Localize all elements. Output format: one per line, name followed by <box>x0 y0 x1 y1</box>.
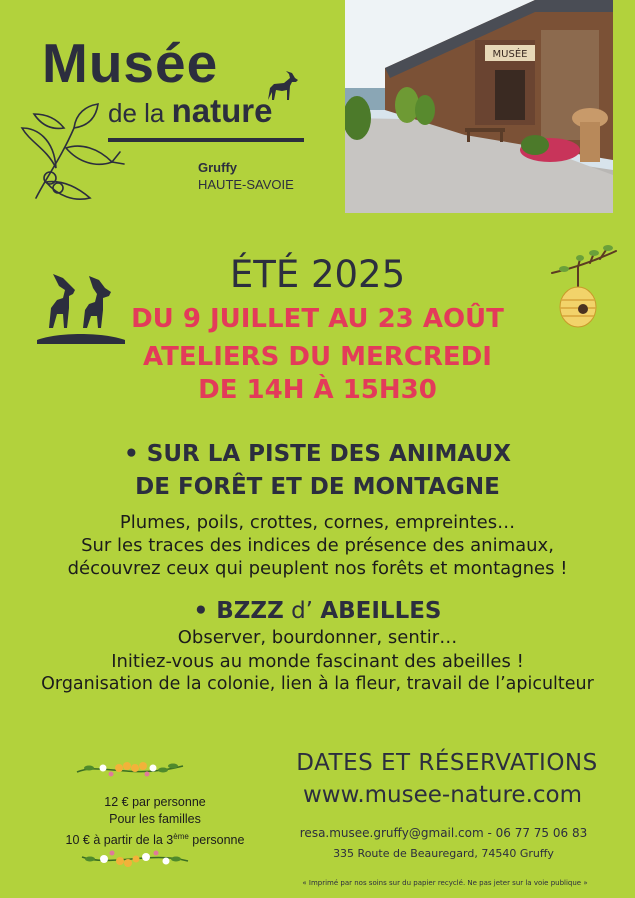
flower-garland-bottom-icon <box>80 845 190 875</box>
price-family-sup: ème <box>173 832 189 841</box>
logo-title: Musée <box>42 32 219 94</box>
price-individual: 12 € par personne <box>104 795 206 809</box>
workshop-hours: DE 14H À 15H30 <box>198 375 437 405</box>
pricing-box <box>60 794 250 849</box>
logo-town: Gruffy <box>198 160 237 175</box>
logo-subtitle-prefix: de la <box>108 98 165 128</box>
workshop-1-line-2: Sur les traces des indices de présence des animaux, <box>81 535 554 556</box>
logo-subtitle <box>108 94 272 127</box>
footnote: « Imprimé par nos soins sur du papier recyclé. Ne pas jeter sur la voie publique » <box>302 879 588 887</box>
logo-subtitle-main: nature <box>171 92 273 129</box>
event-dates: DU 9 JUILLET AU 23 AOÛT <box>131 304 504 334</box>
workshop-1-line-3: découvrez ceux qui peuplent nos forêts et montagnes ! <box>67 558 568 579</box>
website-link[interactable]: www.musee-nature.com <box>303 782 582 808</box>
workshop-2-line-3: Organisation de la colonie, lien à la fleur, travail de l’apiculteur <box>41 674 594 694</box>
price-family-suffix: personne <box>188 833 245 848</box>
workshop-2-title <box>0 598 635 624</box>
plant-illustration-icon <box>16 98 131 208</box>
flower-garland-top-icon <box>75 752 185 784</box>
logo-ibex-icon <box>262 70 304 104</box>
workshop-2-line-2: Initiez-vous au monde fascinant des abeilles ! <box>111 651 524 672</box>
workshop-2-title-mid: d’ <box>283 598 321 624</box>
workshop-days: ATELIERS DU MERCREDI <box>143 342 492 372</box>
logo-rule <box>108 138 304 142</box>
workshop-2-title-end: ABEILLES <box>320 598 442 624</box>
museum-photo <box>345 0 613 213</box>
workshop-1-line-1: Plumes, poils, crottes, cornes, empreintes… <box>119 512 516 533</box>
address: 335 Route de Beauregard, 74540 Gruffy <box>333 847 554 860</box>
workshop-1-title-line2: DE FORÊT ET DE MONTAGNE <box>135 474 500 500</box>
price-family-prefix: 10 € à partir de la 3 <box>65 833 174 848</box>
workshop-1-title-line1: • SUR LA PISTE DES ANIMAUX <box>124 441 511 467</box>
logo-department: HAUTE-SAVOIE <box>198 177 294 192</box>
contact-email-phone[interactable]: resa.musee.gruffy@gmail.com - 06 77 75 06 83 <box>299 826 588 840</box>
photo-sign-text: MUSÉE <box>492 49 528 60</box>
workshop-2-line-1: Observer, bourdonner, sentir… <box>177 627 458 648</box>
workshop-2-title-bzzz: • BZZZ <box>193 598 284 624</box>
reservation-title: DATES ET RÉSERVATIONS <box>296 750 598 776</box>
season-heading: ÉTÉ 2025 <box>229 253 406 296</box>
price-family-label: Pour les familles <box>109 812 201 826</box>
